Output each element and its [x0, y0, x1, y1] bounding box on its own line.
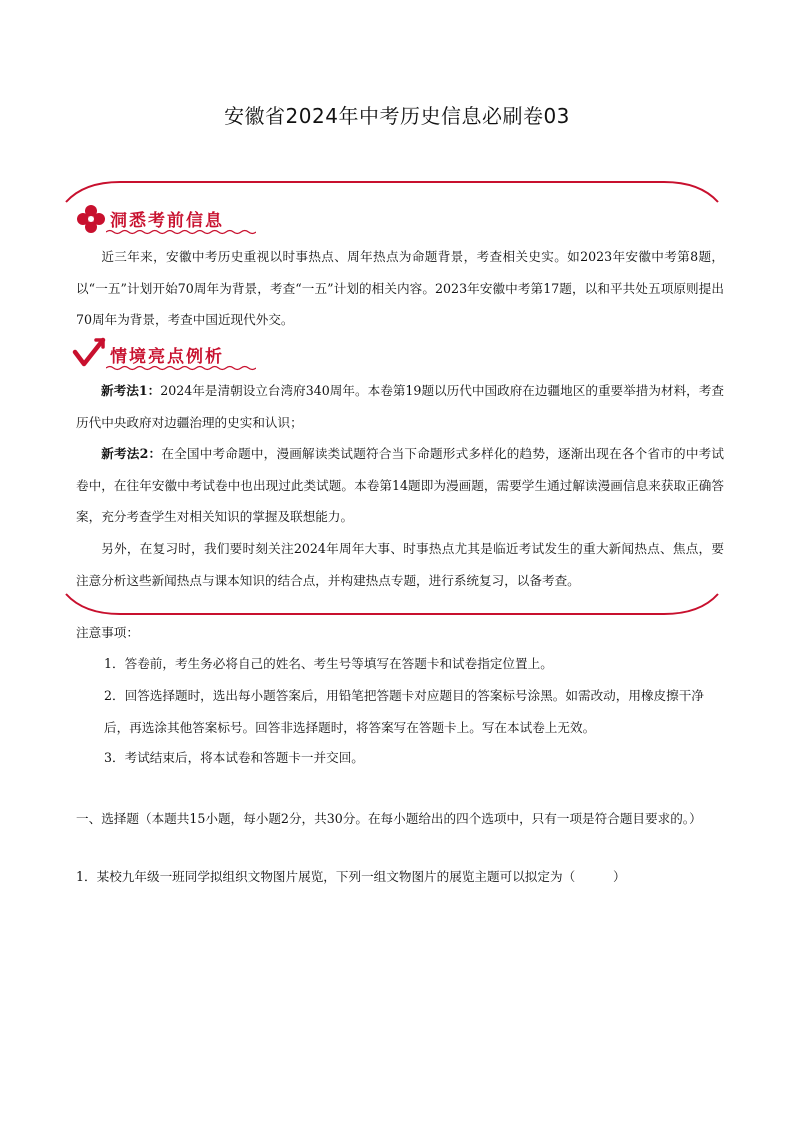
question-1: 1．某校九年级一班同学拟组织文物图片展览，下列一组文物图片的展览主题可以拟定为（ ） [76, 869, 626, 884]
section-heading-label: 情境亮点例析 [110, 347, 224, 367]
highlight-item-1: 新考法1：2024年是清朝设立台湾府340周年。本卷第19题以历代中国政府在边疆地区的重要举措为材料，考查历代中央政府对边疆治理的史实和认识； [76, 383, 724, 430]
page-title: 安徽省2024年中考历史信息必刷卷03 [224, 104, 570, 128]
wavy-underline [106, 229, 256, 235]
check-arrow-icon [72, 336, 106, 370]
note-item-3: 3．考试结束后，将本试卷和答题卡一并交回。 [104, 750, 364, 765]
note-item-2: 2．回答选择题时，选出每小题答案后，用铅笔把答题卡对应题目的答案标号涂黑。如需改动，用橡皮擦干净后，再选涂其他答案标号。回答非选择题时，将答案写在答题卡上。写在本试卷上无效。 [104, 688, 704, 735]
notes-title: 注意事项： [76, 625, 139, 640]
section-heading-exam-info [76, 202, 276, 236]
choice-section-heading: 一、选择题（本题共15小题，每小题2分，共30分。在每小题给出的四个选项中，只有一项是符合题目要求的。） [76, 811, 702, 826]
wavy-underline [106, 365, 256, 371]
section-heading-highlights [76, 338, 276, 372]
highlight-paragraph-3: 另外，在复习时，我们要时刻关注2024年周年大事、时事热点尤其是临近考试发生的重大新闻热点、焦点，要注意分析这些新闻热点与课本知识的结合点，并构建热点专题，进行系统复习，以备考查。 [76, 541, 724, 588]
exam-info-paragraph: 近三年来，安徽中考历史重视以时事热点、周年热点为命题背景，考查相关史实。如2023年安徽中考第8题，以“一五”计划开始70周年为背景，考查“一五”计划的相关内容。2023年安徽中考第17题，以和平共处五项原则提出70周年为背景，考查中国近现代外交。 [76, 249, 724, 327]
four-petal-flower-icon [76, 204, 106, 234]
highlight-item-2: 新考法2：在全国中考命题中，漫画解读类试题符合当下命题形式多样化的趋势，逐渐出现在各个省市的中考试卷中，在往年安徽中考试卷中也出现过此类试题。本卷第14题即为漫画题，需要学生通过解读漫画信息来获取正确答案，充分考查学生对相关知识的掌握及联想能力。 [76, 446, 725, 524]
box-top-border [60, 180, 724, 204]
section-heading-label: 洞悉考前信息 [110, 211, 224, 231]
box-bottom-border [60, 592, 724, 616]
note-item-1: 1．答卷前，考生务必将自己的姓名、考生号等填写在答题卡和试卷指定位置上。 [104, 656, 553, 671]
